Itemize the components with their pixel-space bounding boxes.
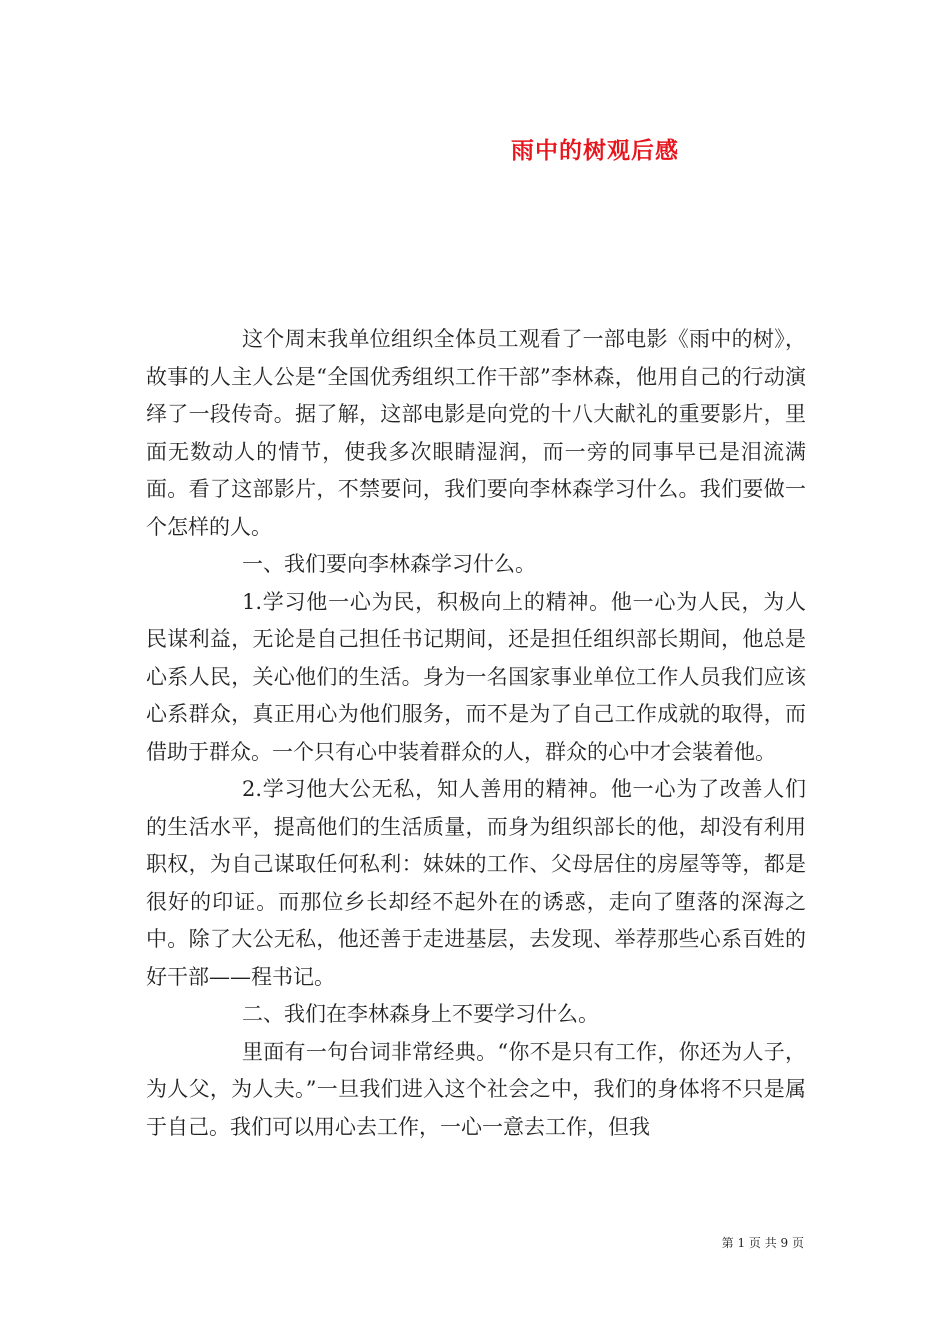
paragraph-intro: 这个周末我单位组织全体员工观看了一部电影《雨中的树》，故事的人主人公是“全国优秀组织工作干部”李林森，他用自己的行动演绎了一段传奇。据了解，这部电影是向党的十八大献礼的重要影片，里面无数动人的情节，使我多次眼睛湿润，而一旁的同事早已是泪流满面。看了这部影片，不禁要问，我们要向李林森学习什么。我们要做一个怎样的人。 bbox=[146, 327, 806, 539]
section-heading-1: 一、我们要向李林森学习什么。 bbox=[242, 552, 536, 576]
document-title: 雨中的树观后感 bbox=[511, 137, 679, 164]
paragraph-point-2: 2.学习他大公无私，知人善用的精神。他一心为了改善人们的生活水平，提高他们的生活质量，而身为组织部长的他，却没有利用职权，为自己谋取任何私利：妹妹的工作、父母居住的房屋等等，都是很好的印证。而那位乡长却经不起外在的诱惑，走向了堕落的深海之中。除了大公无私，他还善于走进基层，去发现、举荐那些心系百姓的好干部——程书记。 bbox=[146, 777, 806, 989]
paragraph-point-1: 1.学习他一心为民，积极向上的精神。他一心为人民，为人民谋利益，无论是自己担任书记期间，还是担任组织部长期间，他总是心系人民，关心他们的生活。身为一名国家事业单位工作人员我们应该心系群众，真正用心为他们服务，而不是为了自己工作成就的取得，而借助于群众。一个只有心中装着群众的人，群众的心中才会装着他。 bbox=[146, 589, 806, 764]
document-body bbox=[146, 321, 806, 1146]
paragraph-quote: 里面有一句台词非常经典。“你不是只有工作，你还为人子，为人父，为人夫。”一旦我们进入这个社会之中，我们的身体将不只是属于自己。我们可以用心去工作，一心一意去工作，但我 bbox=[146, 1039, 806, 1139]
page-number-footer: 第 1 页 共 9 页 bbox=[721, 1236, 804, 1250]
section-heading-2: 二、我们在李林森身上不要学习什么。 bbox=[242, 1002, 599, 1026]
